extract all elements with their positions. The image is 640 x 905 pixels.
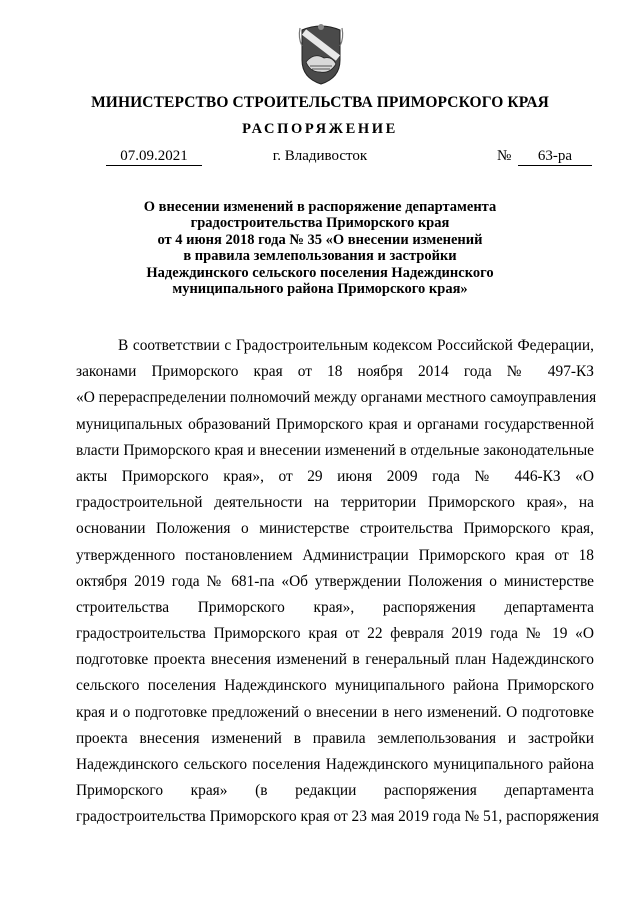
body-line: октября 2019 года № 681-па «Об утверждении Положения о министерстве: [76, 572, 594, 590]
body-line: сельского поселения Надеждинского муниципального района Приморского: [76, 677, 594, 695]
body-line: муниципальных образований Приморского края и органами государственной: [76, 415, 594, 433]
subject-line: градостроительства Приморского края: [190, 215, 450, 232]
subject-line: О внесении изменений в распоряжение департамента: [143, 199, 497, 215]
body-line: Надеждинского сельского поселения Надеждинского муниципального района: [76, 756, 594, 773]
document-body: [76, 333, 599, 831]
document-date: 07.09.2021: [106, 148, 202, 166]
body-line: законами Приморского края от 18 ноября 2014 года № 497-КЗ: [76, 363, 594, 381]
body-line: акты Приморского края», от 29 июня 2009 года № 446-КЗ «О: [76, 467, 594, 485]
coat-of-arms-icon: [296, 22, 346, 86]
body-line: проекта внесения изменений в правила землепользования и застройки: [76, 729, 594, 747]
body-line: утвержденного постановлением Администрации Приморского края от 18: [76, 546, 594, 564]
document-subject: [60, 199, 580, 297]
subject-line: в правила землепользования и застройки: [183, 248, 457, 265]
body-line: подготовке проекта внесения изменений в генеральный план Надеждинского: [76, 651, 594, 669]
body-line: градостроительства Приморского края от 23 мая 2019 года № 51, распоряжения: [76, 808, 599, 826]
body-line: основании Положения о министерстве строительства Приморского края,: [76, 520, 594, 538]
body-line: строительства Приморского края», распоряжения департамента: [76, 598, 594, 616]
subject-line: от 4 июня 2018 года № 35 «О внесении изменений: [157, 231, 483, 248]
document-number: 63-ра: [518, 148, 592, 166]
body-line: Приморского края» (в редакции распоряжения департамента: [76, 782, 594, 800]
body-line: В соответствии с Градостроительным кодексом Российской Федерации,: [118, 337, 594, 354]
subject-line: муниципального района Приморского края»: [172, 281, 468, 298]
document-type: РАСПОРЯЖЕНИЕ: [242, 121, 398, 137]
ministry-name: МИНИСТЕРСТВО СТРОИТЕЛЬСТВА ПРИМОРСКОГО КРАЯ: [91, 94, 549, 111]
body-line: градостроительной деятельности на территории Приморского края», на: [76, 494, 594, 512]
document-city: г. Владивосток: [272, 148, 368, 164]
body-line: власти Приморского края и внесении изменений в отдельные законодательные: [76, 441, 594, 459]
number-sign: №: [497, 148, 512, 164]
body-line: градостроительства Приморского края от 22 февраля 2019 года № 19 «О: [76, 625, 594, 643]
body-line: «О перераспределении полномочий между органами местного самоуправления: [76, 389, 597, 407]
body-line: края и о подготовке предложений о внесении в него изменений. О подготовке: [76, 703, 594, 721]
subject-line: Надеждинского сельского поселения Надеждинского: [146, 264, 494, 281]
